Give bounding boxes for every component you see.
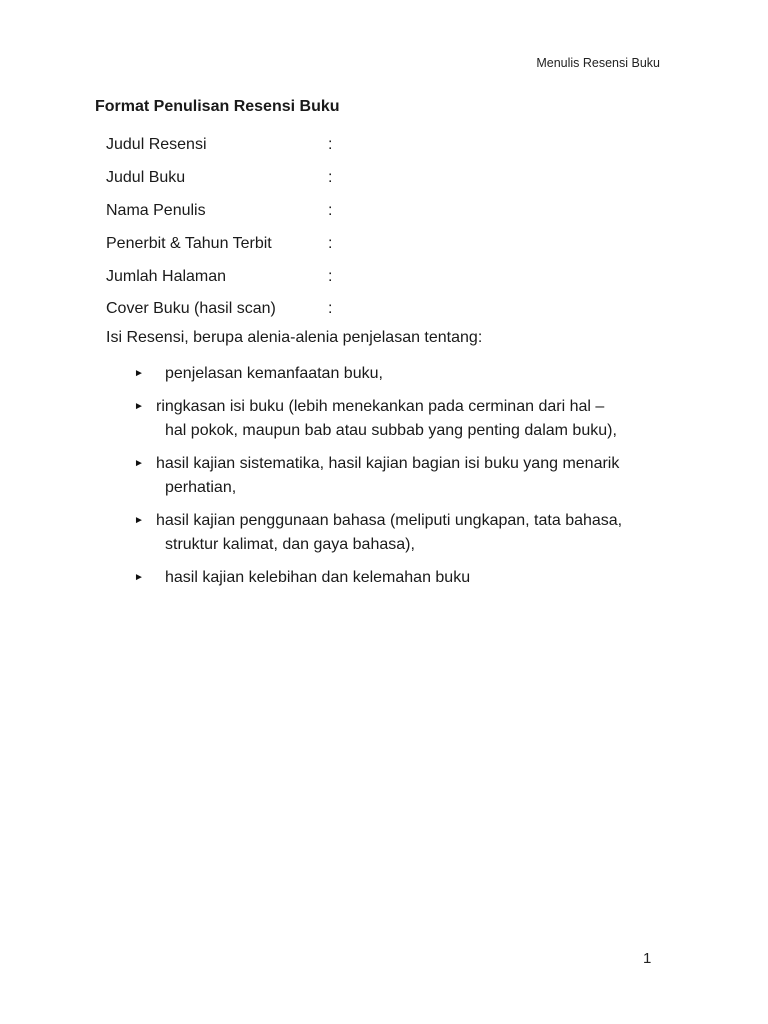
triangle-right-icon: ► (134, 515, 144, 526)
triangle-right-icon: ► (134, 572, 144, 583)
bullet-item (134, 362, 651, 386)
bullet-item (134, 452, 651, 500)
running-header: Menulis Resensi Buku (536, 56, 660, 70)
bullet-item (134, 509, 651, 557)
field-label: Nama Penulis (106, 201, 206, 219)
field-colon: : (328, 136, 333, 154)
triangle-right-icon: ► (134, 368, 144, 379)
field-label: Judul Resensi (106, 136, 207, 154)
field-row-penerbit (106, 227, 406, 260)
bullet-text: penjelasan kemanfaatan buku, (165, 365, 383, 382)
triangle-right-icon: ► (134, 458, 144, 469)
field-label: Judul Buku (106, 169, 186, 187)
bullet-text-line-2: perhatian, (165, 479, 237, 496)
document-title: Format Penulisan Resensi Buku (95, 98, 340, 115)
bullet-text-line-1: hasil kajian sistematika, hasil kajian bagian isi buku yang menarik (156, 455, 620, 472)
field-row-jumlah-halaman (106, 260, 406, 293)
field-row-cover-buku (106, 293, 406, 326)
field-label: Jumlah Halaman (106, 267, 227, 285)
field-colon: : (328, 300, 333, 318)
bullet-text-line-1: ringkasan isi buku (lebih menekankan pada cerminan dari hal – (156, 398, 605, 415)
field-colon: : (328, 234, 333, 252)
field-colon: : (328, 169, 333, 187)
triangle-right-icon: ► (134, 401, 144, 412)
bullet-item (134, 566, 651, 590)
bullet-list (134, 362, 651, 599)
bullet-text: hasil kajian kelebihan dan kelemahan buku (165, 569, 471, 586)
field-row-nama-penulis (106, 195, 406, 228)
bullet-item (134, 395, 651, 443)
bullet-text-line-1: hasil kajian penggunaan bahasa (meliputi ungkapan, tata bahasa, (156, 512, 623, 529)
intro-paragraph: Isi Resensi, berupa alenia-alenia penjelasan tentang: (106, 329, 483, 346)
field-colon: : (328, 267, 333, 285)
page-number: 1 (643, 950, 652, 967)
field-label: Cover Buku (hasil scan) (106, 300, 276, 318)
field-list (106, 129, 406, 326)
field-colon: : (328, 201, 333, 219)
field-label: Penerbit & Tahun Terbit (106, 234, 272, 252)
bullet-text-line-2: hal pokok, maupun bab atau subbab yang penting dalam buku), (165, 422, 617, 439)
field-row-judul-buku (106, 162, 406, 195)
bullet-text-line-2: struktur kalimat, dan gaya bahasa), (165, 536, 415, 553)
field-row-judul-resensi (106, 129, 406, 162)
